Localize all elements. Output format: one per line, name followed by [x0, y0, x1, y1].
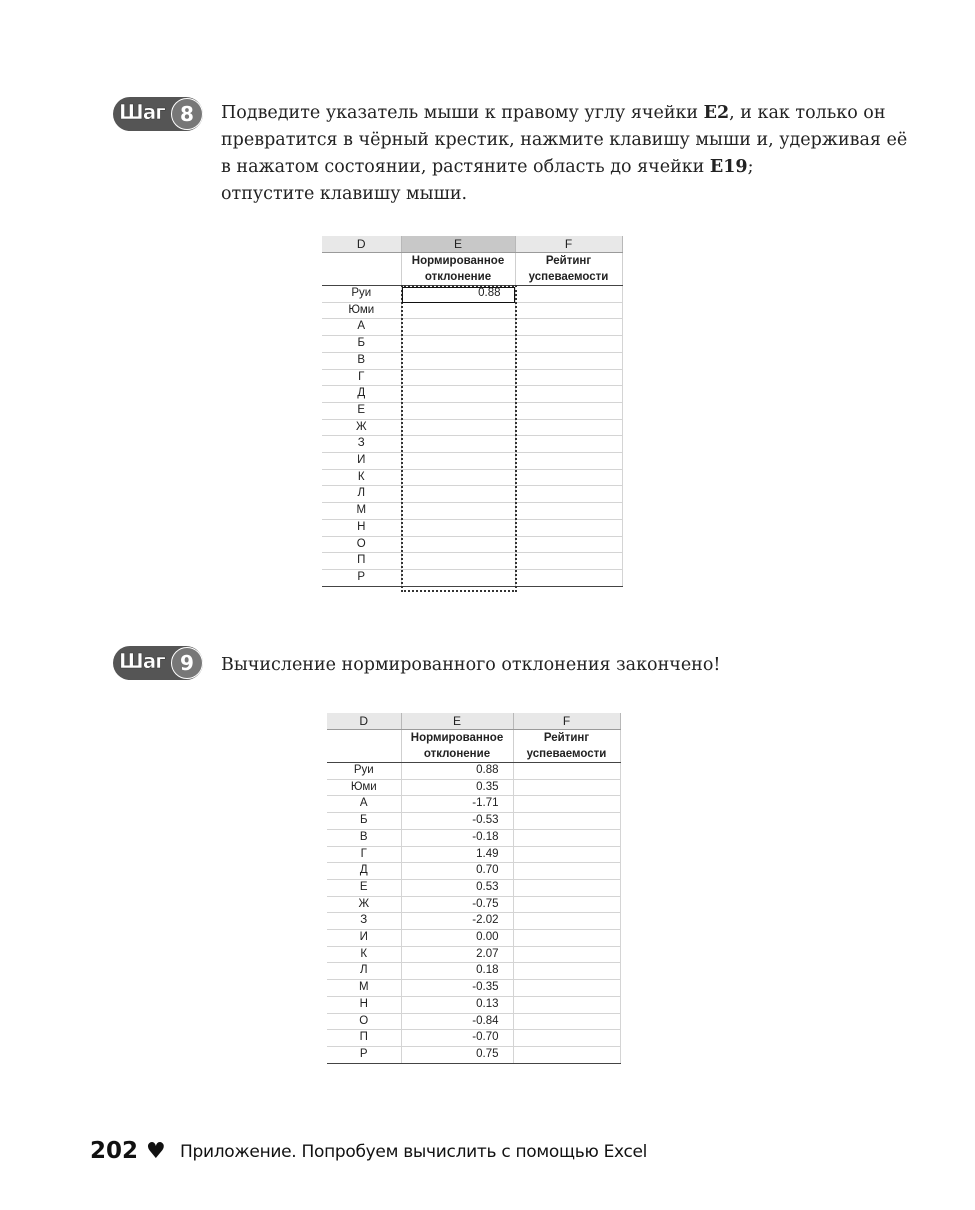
- cell-f[interactable]: [515, 553, 622, 570]
- table-row: [327, 1030, 620, 1047]
- cell-e[interactable]: [401, 486, 515, 503]
- column-header-row: [327, 713, 620, 730]
- cell-f[interactable]: [515, 352, 622, 369]
- step-8-line-2: превратится в чёрный крестик, нажмите клавишу мыши и, удерживая её: [221, 130, 908, 150]
- cell-e[interactable]: 0.53: [401, 879, 513, 896]
- table-row: [322, 402, 622, 419]
- table-row: [327, 980, 620, 997]
- header-row-1: [327, 730, 620, 747]
- table-row: [327, 779, 620, 796]
- cell-d[interactable]: Ж: [322, 419, 401, 436]
- cell-d[interactable]: Р: [322, 569, 401, 586]
- cell-e[interactable]: [401, 453, 515, 470]
- step-badge-number: 8: [171, 98, 203, 130]
- cell-e[interactable]: [401, 319, 515, 336]
- cell-e[interactable]: -0.70: [401, 1030, 513, 1047]
- cell-f[interactable]: [515, 503, 622, 520]
- cell-f[interactable]: [513, 829, 620, 846]
- table-row: [322, 569, 622, 586]
- cell-d[interactable]: Р: [327, 1046, 401, 1063]
- cell-e[interactable]: -2.02: [401, 913, 513, 930]
- cell-d[interactable]: Л: [327, 963, 401, 980]
- column-header-row: [322, 236, 622, 253]
- step-8-line-4: отпустите клавишу мыши.: [221, 184, 468, 204]
- header-f-line-2: успеваемости: [515, 269, 622, 286]
- table-row: [327, 1013, 620, 1030]
- step-9-text: Вычисление нормированного отклонения закончено!: [221, 655, 721, 675]
- column-header-f[interactable]: F: [515, 236, 622, 253]
- cell-e[interactable]: 0.70: [401, 863, 513, 880]
- table-row: [322, 352, 622, 369]
- table-row: [322, 553, 622, 570]
- cell-d[interactable]: Е: [322, 402, 401, 419]
- table-row: [322, 336, 622, 353]
- cell-f[interactable]: [515, 536, 622, 553]
- spreadsheet-step-8: [322, 236, 623, 587]
- cell-d[interactable]: Л: [322, 486, 401, 503]
- cell-d[interactable]: А: [327, 796, 401, 813]
- cell-e[interactable]: [401, 503, 515, 520]
- cell-d[interactable]: И: [322, 453, 401, 470]
- column-header-d[interactable]: D: [322, 236, 401, 253]
- cell-e[interactable]: -0.18: [401, 829, 513, 846]
- table-row: [327, 796, 620, 813]
- step-8-text: [221, 100, 921, 208]
- cell-e[interactable]: 1.49: [401, 846, 513, 863]
- header-row-1: [322, 253, 622, 270]
- cell-d[interactable]: И: [327, 930, 401, 947]
- cell-e[interactable]: [401, 569, 515, 586]
- cell-d[interactable]: Д: [322, 386, 401, 403]
- cell-e[interactable]: -1.71: [401, 796, 513, 813]
- column-header-e[interactable]: E: [401, 236, 515, 253]
- cell-d[interactable]: В: [322, 352, 401, 369]
- cell-e[interactable]: [401, 436, 515, 453]
- cell-f[interactable]: [513, 996, 620, 1013]
- cell-d[interactable]: М: [322, 503, 401, 520]
- cell-f[interactable]: [513, 846, 620, 863]
- cell-e[interactable]: -0.35: [401, 980, 513, 997]
- cell-f[interactable]: [513, 879, 620, 896]
- cell-f[interactable]: [515, 319, 622, 336]
- cell-d[interactable]: Руи: [322, 286, 401, 303]
- table-row: [327, 879, 620, 896]
- cell-d[interactable]: Юми: [322, 302, 401, 319]
- cell-f[interactable]: [513, 930, 620, 947]
- cell-e[interactable]: [401, 302, 515, 319]
- cell-d[interactable]: З: [322, 436, 401, 453]
- cell-f[interactable]: [513, 863, 620, 880]
- cell-e[interactable]: [401, 402, 515, 419]
- cell-f[interactable]: [515, 369, 622, 386]
- table-row: [327, 913, 620, 930]
- cell-e[interactable]: [401, 553, 515, 570]
- header-row-2: [322, 269, 622, 286]
- table-row: [322, 503, 622, 520]
- cell-f[interactable]: [515, 336, 622, 353]
- cell-e[interactable]: 0.88: [401, 763, 513, 780]
- table-row: [322, 453, 622, 470]
- cell-f[interactable]: [515, 519, 622, 536]
- cell-d[interactable]: Г: [322, 369, 401, 386]
- step-badge-word: Шаг: [119, 100, 165, 124]
- cell-d[interactable]: Руи: [327, 763, 401, 780]
- cell-f[interactable]: [515, 386, 622, 403]
- cell-f[interactable]: [513, 1013, 620, 1030]
- step-badge-pill: [113, 646, 203, 680]
- cell-e[interactable]: 0.18: [401, 963, 513, 980]
- header-e-line-2: отклонение: [401, 746, 513, 763]
- cell-d[interactable]: Б: [322, 336, 401, 353]
- cell-e[interactable]: [401, 386, 515, 403]
- cell-e[interactable]: [401, 536, 515, 553]
- table-row: [327, 946, 620, 963]
- cell-d[interactable]: Н: [327, 996, 401, 1013]
- cell-e[interactable]: [401, 369, 515, 386]
- cell-d[interactable]: Д: [327, 863, 401, 880]
- cell-f[interactable]: [513, 896, 620, 913]
- cell-d[interactable]: З: [327, 913, 401, 930]
- column-header-d[interactable]: D: [327, 713, 401, 730]
- table-row: [322, 486, 622, 503]
- cell-f[interactable]: [513, 980, 620, 997]
- table-row: [327, 813, 620, 830]
- cell-f[interactable]: [513, 1030, 620, 1047]
- table-row: [322, 386, 622, 403]
- cell-e[interactable]: 0.13: [401, 996, 513, 1013]
- cell-f[interactable]: [513, 763, 620, 780]
- header-e-line-2: отклонение: [401, 269, 515, 286]
- table-row: [327, 896, 620, 913]
- column-header-f[interactable]: F: [513, 713, 620, 730]
- table-row: [322, 469, 622, 486]
- cell-f[interactable]: [515, 469, 622, 486]
- table-row: [327, 1046, 620, 1063]
- table-row: [327, 763, 620, 780]
- step-8-line-1: Подведите указатель мыши к правому углу ячейки E2, и как только он: [221, 103, 886, 123]
- cell-e[interactable]: 0.35: [401, 779, 513, 796]
- cell-f[interactable]: [515, 569, 622, 586]
- cell-e[interactable]: [401, 352, 515, 369]
- cell-f[interactable]: [515, 419, 622, 436]
- cell-f[interactable]: [513, 963, 620, 980]
- cell-f[interactable]: [515, 286, 622, 303]
- step-8-line-3: в нажатом состоянии, растяните область до ячейки E19;: [221, 157, 754, 177]
- cell-f[interactable]: [515, 402, 622, 419]
- step-badge-word: Шаг: [119, 649, 165, 673]
- heart-icon: ♥: [146, 1139, 166, 1164]
- table-row: [327, 963, 620, 980]
- cell-e[interactable]: [401, 336, 515, 353]
- cell-d[interactable]: О: [327, 1013, 401, 1030]
- cell-d[interactable]: М: [327, 980, 401, 997]
- table-row: [322, 319, 622, 336]
- sheet-table: [327, 713, 621, 1064]
- cell-d[interactable]: О: [322, 536, 401, 553]
- cell-e[interactable]: 2.07: [401, 946, 513, 963]
- cell-f[interactable]: [513, 779, 620, 796]
- cell-e[interactable]: -0.75: [401, 896, 513, 913]
- cell-e[interactable]: 0.88: [401, 286, 515, 303]
- active-cell[interactable]: [402, 287, 515, 303]
- cell-d[interactable]: П: [327, 1030, 401, 1047]
- table-row: [322, 419, 622, 436]
- spreadsheet-step-9: [327, 713, 621, 1064]
- cell-f[interactable]: [513, 813, 620, 830]
- cell-f[interactable]: [515, 302, 622, 319]
- header-f-line-1: Рейтинг: [515, 253, 622, 270]
- table-row: [322, 519, 622, 536]
- table-row: [327, 996, 620, 1013]
- header-e-line-1: Нормированное: [401, 253, 515, 270]
- header-row-2: [327, 746, 620, 763]
- cell-e[interactable]: -0.84: [401, 1013, 513, 1030]
- cell-d[interactable]: В: [327, 829, 401, 846]
- table-row: [322, 302, 622, 319]
- cell-e[interactable]: 0.00: [401, 930, 513, 947]
- page-number: 202: [90, 1138, 139, 1164]
- cell-f[interactable]: [513, 796, 620, 813]
- cell-e[interactable]: -0.53: [401, 813, 513, 830]
- cell-f[interactable]: [515, 436, 622, 453]
- table-row: [327, 846, 620, 863]
- table-row: [327, 930, 620, 947]
- header-e-line-1: Нормированное: [401, 730, 513, 747]
- cell-e[interactable]: [401, 519, 515, 536]
- cell-d[interactable]: К: [322, 469, 401, 486]
- cell-e[interactable]: 0.75: [401, 1046, 513, 1063]
- cell-d[interactable]: Ж: [327, 896, 401, 913]
- header-f-line-1: Рейтинг: [513, 730, 620, 747]
- cell-d[interactable]: А: [322, 319, 401, 336]
- step-badge-pill: [113, 97, 203, 131]
- table-row: [327, 863, 620, 880]
- cell-d[interactable]: Юми: [327, 779, 401, 796]
- chapter-title: Приложение. Попробуем вычислить с помощью Excel: [180, 1142, 648, 1162]
- table-row: [322, 536, 622, 553]
- cell-d[interactable]: Б: [327, 813, 401, 830]
- table-row: [327, 829, 620, 846]
- cell-e[interactable]: [401, 419, 515, 436]
- table-row: [322, 369, 622, 386]
- cell-d[interactable]: П: [322, 553, 401, 570]
- cell-f[interactable]: [513, 1046, 620, 1063]
- cell-f[interactable]: [513, 913, 620, 930]
- column-header-e[interactable]: E: [401, 713, 513, 730]
- cell-d[interactable]: Г: [327, 846, 401, 863]
- cell-f[interactable]: [515, 453, 622, 470]
- cell-f[interactable]: [515, 486, 622, 503]
- cell-d[interactable]: Н: [322, 519, 401, 536]
- table-row: [322, 436, 622, 453]
- cell-d[interactable]: К: [327, 946, 401, 963]
- cell-d[interactable]: Е: [327, 879, 401, 896]
- cell-e[interactable]: [401, 469, 515, 486]
- step-badge-number: 9: [171, 647, 203, 679]
- header-f-line-2: успеваемости: [513, 746, 620, 763]
- cell-f[interactable]: [513, 946, 620, 963]
